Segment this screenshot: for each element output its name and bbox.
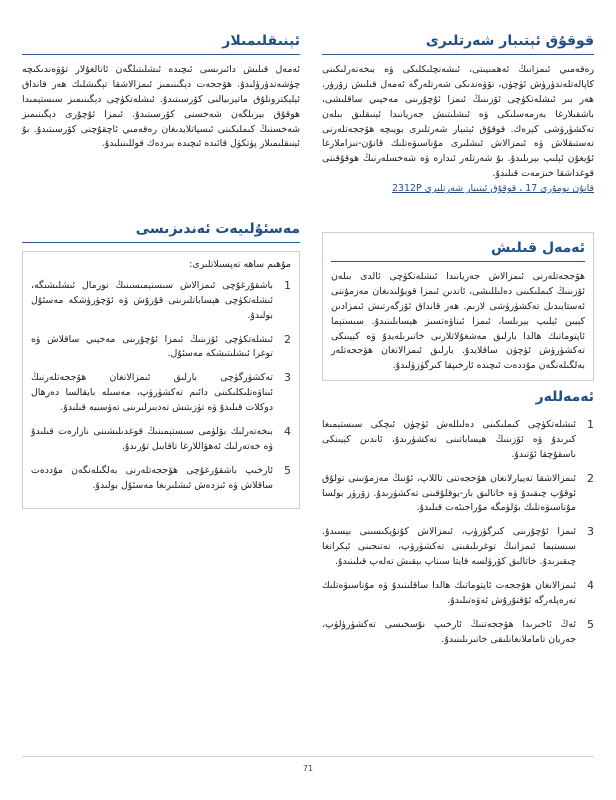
list-item: 5 ئەڭ ئاخىرىدا ھۆججەتنىڭ ئارخىپ نۇسخىسى تەكشۈرۈلۈپ، جەريان تاماملانغانلىقى خاتىرىلىنىدۇ. [322,617,594,645]
section-body: ھۆججەتلەرنى ئىمزالاش جەريانىدا ئىشلەتكۈچى ئالدى بىلەن ئۆزىنىڭ كىملىكىنى دەلىللىشى، ئاندىن ئىمزا قويۇلىدىغان مەزمۇننى ئەستايىدىل تەكشۈرۈشى لازىم. ھەر قانداق ئۆزگەرتىش ئىمزادىن كېيىن ئېلىپ بېرىلسا، ئىمزا ئىناۋەتسىز ھېسابلىنىدۇ. سىستېما ئاپتوماتىك ھالدا بارلىق مەشغۇلاتلارنى خاتىرىلەيدۇ ۋە كېيىنكى تەكشۈرۈش ئۈچۈن ساقلايدۇ. بارلىق ئىمزالانغان ھۆججەتلەر بەلگىلەنگەن مۇددەت ئىچىدە ئارخىپقا كىرگۈزۈلىدۇ. [331,271,585,372]
list-item: 1 ئىشلەتكۈچى كىملىكىنى دەلىللەش ئۈچۈن ئىچكى سىستېمىغا كىرىدۇ ۋە ئۆزىنىڭ ھېساباتىنى تەكشۈرىدۇ، ئاندىن كېيىنكى باسقۇچقا ئۆتىدۇ. [322,418,594,460]
list-item: 1 باشقۇرغۇچى ئىمزالاش سىستېمىسىنىڭ نورمال ئىشلىشىگە، ئىشلەتكۈچى ھېساباتلىرىنى قۇرۇش ۋە ئۆچۈرۈشكە مەسئۇل بولىدۇ. [31,279,291,321]
list-item: 4 بىخەتەرلىك بۆلۈمى سىستېمىنىڭ قوغدىلىشىنى نازارەت قىلىدۇ ۋە خەتەرلىك ئەھۋاللارغا تاقابىل تۇرىدۇ. [31,424,291,452]
reference-link[interactable]: قانۇن نومۇرى 17 ، قوقۇق ئېتىبار شەرتلىرى 2312P [392,183,594,195]
section-heading: ئەمەللەر [535,389,594,405]
footer-divider [22,756,594,757]
section-body: رەقەمىي ئىمزانىڭ ئەھمىيىتى، ئىشەنچلىكلىكى ۋە بىخەتەرلىكىنى كاپالەتلەندۈرۈش ئۈچۈن، تۆۋەندىكى شەرتلەرگە ئەمەل قىلىش زۆرۈر. ھەر بىر ئىشلەتكۈچى ئۆزىنىڭ ئىمزا ئۇچۇرىنى مەخپىي ساقلىشى، باشقىلارغا بەرمەسلىكى ۋە ئىشلىتىش جەريانىدا ئېنىقلىق بىلەن تەكشۈرۈشى كېرەك. قوقۇق ئېتىبار شەرتلىرى بويىچە ھۆججەتلەرنى تەستىقلاش ۋە ئىمزالاش ئىشلىرى مۇناسىۋەتلىك قانۇن-نىزاملارغا ئۇيغۇن ئېلىپ بېرىلىدۇ. بۇ شەرتلەر ئىدارە ۋە شەخسلەرنىڭ ھوقۇقىنى قوغداشقا خىزمەت قىلىدۇ. [322,64,594,180]
list-item: 2 ئىمزالاشقا تەييارلانغان ھۆججەتنى تاللاپ، ئۇنىڭ مەزمۇنىنى تولۇق ئوقۇپ چىقىدۇ ۋە خاتالىق بار-يوقلۇقىنى تەكشۈرىدۇ. زۆرۈر بولسا مۇناسىۋەتلىك بۆلۈمگە مۇراجىئەت قىلىدۇ. [322,471,594,514]
list-item: 4 ئىمزالانغان ھۆججەت ئاپتوماتىك ھالدا ساقلىنىدۇ ۋە مۇناسىۋەتلىك تەرەپلەرگە ئۇقتۇرۇش ئەۋەتىلىدۇ. [322,578,594,606]
list-item: 3 ئىمزا ئۇچۇرىنى كىرگۈزۈپ، ئىمزالاش كۇنۇپكىسىنى بېسىدۇ. سىستېما ئىمزانىڭ توغرىلىقىنى تەكشۈرۈپ، نەتىجىنى ئېكرانغا چىقىرىدۇ. خاتالىق كۆرۈلسە قايتا سىناپ بېقىش تەلەپ قىلىنىدۇ. [322,525,594,568]
steps-list [31,279,291,493]
document-page [22,24,594,768]
section-body: ئەمەل قىلىش دائىرىسى ئىچىدە ئىشلىتىلگەن ئاتالغۇلار تۆۋەندىكىچە چۈشەندۈرۈلىدۇ. ھۆججەت دېگىنىمىز ئىمزالاشقا تېگىشلىك ھەر قانداق ئېلېكترونلۇق ماتېرىيالنى كۆرسىتىدۇ. ئىشلەتكۈچى دېگىنىمىز سىستېمىدا ھوقۇق بېرىلگەن شەخسنى كۆرسىتىدۇ. ئىمزا ئۇچۇرى دېگىنىمىز شەخسنىڭ كىملىكىنى ئىسپاتلايدىغان رەقەمىي ئاچقۇچنى كۆرسىتىدۇ. بۇ ئېنىقلىمىلار پۈتكۈل قائىدە ئىچىدە بىردەك قوللىنىلىدۇ. [22,64,300,150]
section-heading: ئەمەل قىلىش [331,239,585,262]
list-item: 3 تەكشۈرگۈچى بارلىق ئىمزالانغان ھۆججەتلەرنىڭ ئىناۋەتلىكلىكىنى دائىم تەكشۈرۈپ، مەسىلە بايقالسا دەرھال دوكلات قىلىدۇ ۋە تۈزىتىش تەدبىرلىرىنى تەۋسىيە قىلىدۇ. [31,371,291,414]
list-item: 2 ئىشلەتكۈچى ئۆزىنىڭ ئىمزا ئۇچۇرىنى مەخپىي ساقلاش ۋە توغرا ئىشلىتىشكە مەسئۇل. [31,332,291,360]
section-heading: مەسئۇلىيەت ئەندىزىسى [22,220,300,243]
section-heading: قوقۇق ئېتىبار شەرتلىرى [322,32,594,55]
steps-list [322,418,594,647]
page-number: 71 [302,764,314,773]
responsibility-box [22,251,300,509]
section-heading: ئېنىقلىمىلار [22,32,300,55]
definition-box [322,232,594,381]
list-item: 5 ئارخىپ باشقۇرغۇچى ھۆججەتلەرنى بەلگىلەنگەن مۇددەت ساقلاش ۋە ئىزدەش ئىشلىرىغا مەسئۇل بولىدۇ. [31,463,291,491]
box-intro: مۇھىم ساھە تەپسىلاتلىرى: [189,259,291,271]
